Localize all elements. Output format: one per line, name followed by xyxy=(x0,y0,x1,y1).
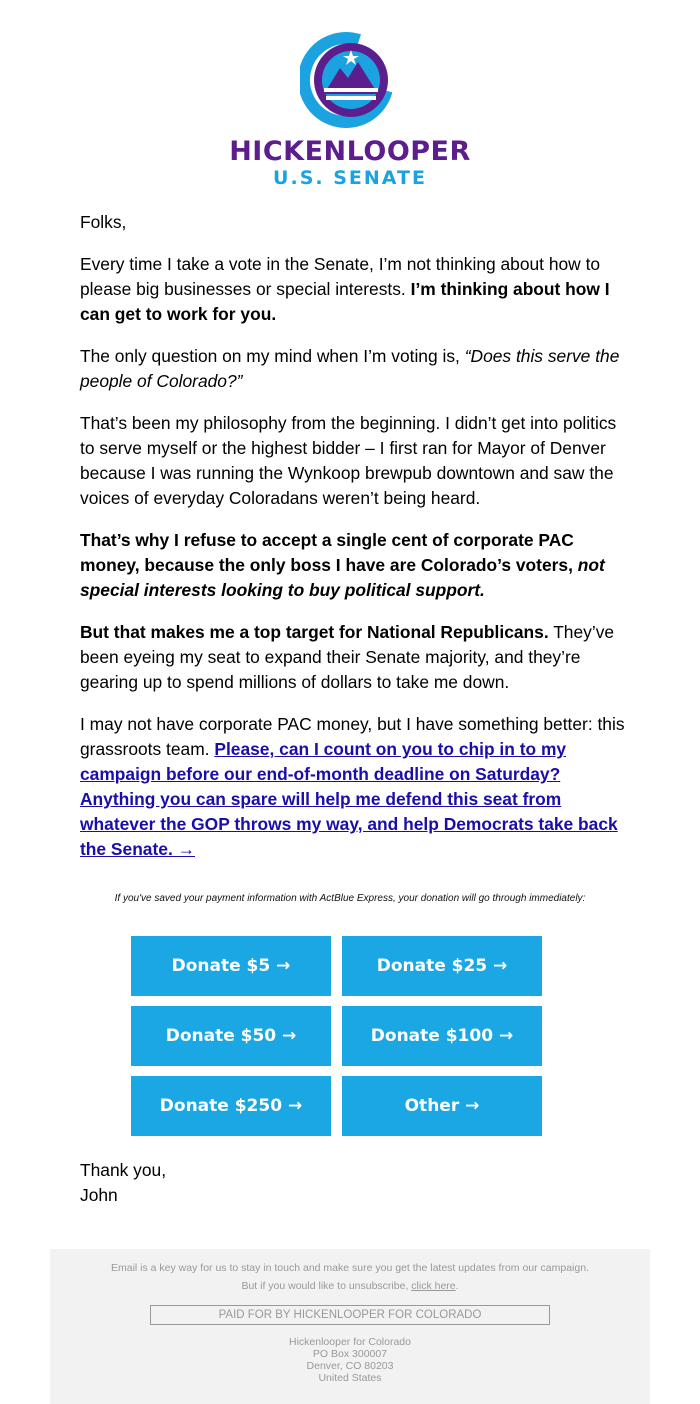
paragraph-5-text: They’ve been eyeing my seat to expand their Senate majority, and they’re gearing up to spend millions of dollars to take me down. xyxy=(80,622,615,692)
footer-info-text: Email is a key way for us to stay in touch and make sure you get the latest updates from our campaign. xyxy=(111,1262,589,1274)
footer-unsubscribe-text: But if you would like to unsubscribe, xyxy=(241,1280,412,1292)
paragraph-1 xyxy=(80,252,625,327)
footer-line2-end: . xyxy=(455,1280,459,1292)
paragraph-5 xyxy=(80,620,625,695)
paragraph-3: That’s been my philosophy from the beginning. I didn’t get into politics to serve myself or the highest bidder – I first ran for Mayor of Denver because I was running the Wynkoop brewpub downtown and saw the voices of everyday Coloradans weren’t being heard. xyxy=(80,413,617,508)
donate-25-button[interactable]: Donate $25 → xyxy=(342,936,542,996)
donate-250-button[interactable]: Donate $250 → xyxy=(131,1076,331,1136)
paragraph-2 xyxy=(80,344,625,394)
paragraph-4 xyxy=(80,528,625,603)
address-line: United States xyxy=(318,1372,382,1384)
signoff-name: John xyxy=(80,1185,118,1205)
footer-unsubscribe-line xyxy=(50,1280,650,1292)
paragraph-2-quote: “Does this serve the people of Colorado?” xyxy=(80,346,620,391)
paragraph-6 xyxy=(80,712,625,862)
paragraph-1-text: Every time I take a vote in the Senate, I’m not thinking about how to please big businesses or special interests. xyxy=(80,254,601,299)
paragraph-2-text: The only question on my mind when I’m voting is, xyxy=(80,346,465,366)
logo-title: HICKENLOOPER xyxy=(229,136,471,167)
mountain-star-logo-icon xyxy=(300,28,400,136)
paragraph-6-text: I may not have corporate PAC money, but I have something better: this grassroots team. xyxy=(80,714,625,759)
paragraph-4-bold: That’s why I refuse to accept a single cent of corporate PAC money, because the only boss I have are Colorado’s voters, xyxy=(80,530,578,575)
email-footer xyxy=(50,1249,650,1404)
address-line: PO Box 300007 xyxy=(312,1348,388,1360)
signoff xyxy=(80,1158,166,1208)
donate-100-button[interactable]: Donate $100 → xyxy=(342,1006,542,1066)
paragraph-4-bold-italic: not special interests looking to buy political support. xyxy=(80,555,605,600)
actblue-disclaimer: If you've saved your payment information with ActBlue Express, your donation will go through immediately: xyxy=(114,893,586,904)
address-line: Hickenlooper for Colorado xyxy=(289,1336,411,1348)
unsubscribe-link[interactable]: click here xyxy=(411,1280,456,1292)
paragraph-5-bold: But that makes me a top target for National Republicans. xyxy=(80,622,549,642)
signoff-thanks: Thank you, xyxy=(80,1160,167,1180)
donate-5-button[interactable]: Donate $5 → xyxy=(131,936,331,996)
donate-appeal-link[interactable]: Please, can I count on you to chip in to my campaign before our end-of-month deadline on Saturday? Anything you can spare will help me defend this seat from whatever the GOP throws my way, and help Democrats take back the Senate. → xyxy=(80,739,618,859)
mailing-address xyxy=(50,1336,650,1384)
paid-for-disclaimer: PAID FOR BY HICKENLOOPER FOR COLORADO xyxy=(150,1305,550,1325)
paragraph-1-bold: I’m thinking about how I can get to work for you. xyxy=(80,279,610,324)
letter-body xyxy=(80,210,625,879)
donate-other-button[interactable]: Other → xyxy=(342,1076,542,1136)
greeting: Folks, xyxy=(80,212,127,232)
campaign-logo xyxy=(0,28,700,189)
donate-50-button[interactable]: Donate $50 → xyxy=(131,1006,331,1066)
address-line: Denver, CO 80203 xyxy=(306,1360,394,1372)
logo-subtitle: U.S. SENATE xyxy=(273,167,427,189)
